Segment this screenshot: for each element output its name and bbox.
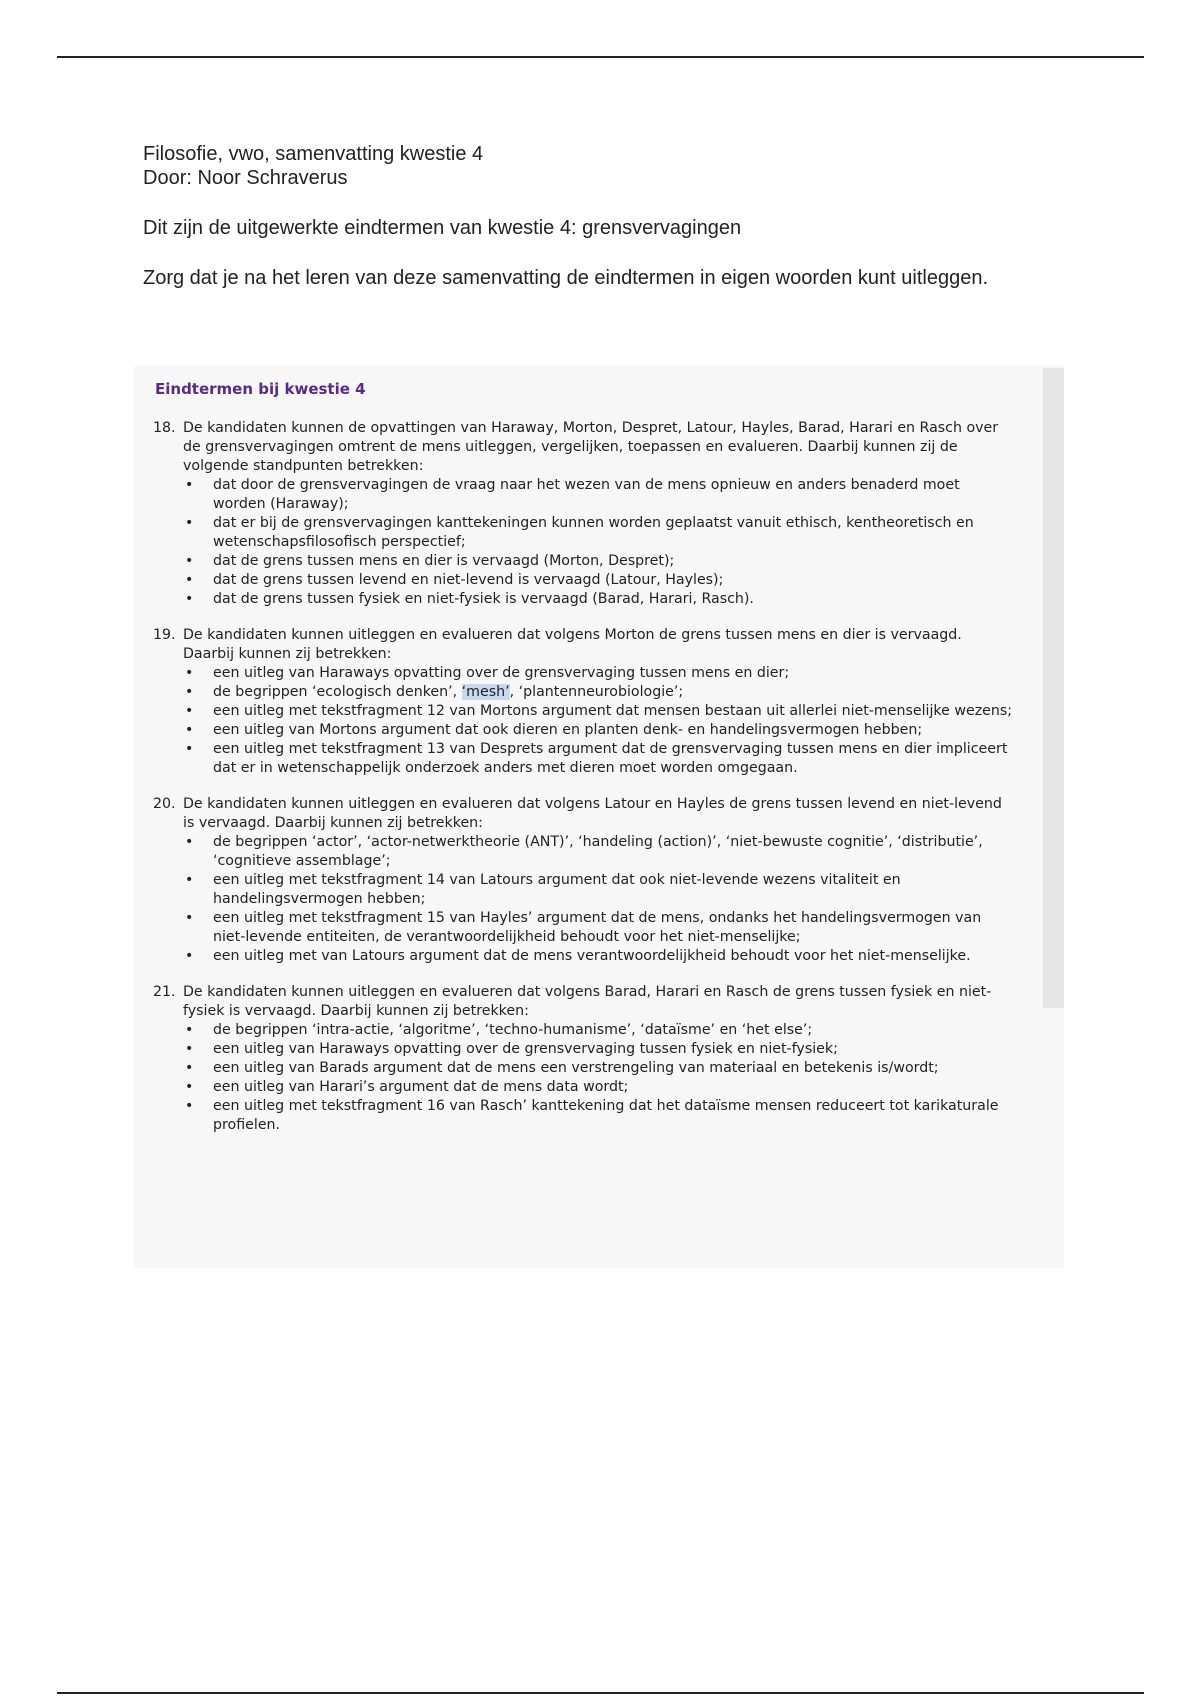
list-item: • een uitleg met tekstfragment 12 van Mortons argument dat mensen bestaan uit allerlei niet-menselijke wezens;	[183, 702, 1013, 721]
list-item: • dat de grens tussen fysiek en niet-fysiek is vervaagd (Barad, Harari, Rasch).	[183, 590, 1013, 609]
bottom-rule	[57, 1692, 1144, 1694]
term-21	[153, 983, 1013, 1135]
list-item: • de begrippen ‘actor’, ‘actor-netwerktheorie (ANT)’, ‘handeling (action)’, ‘niet-bewuste cognitie’, ‘distributie’, ‘cognitieve assemblage’;	[183, 833, 1013, 871]
term-20	[153, 795, 1013, 966]
term-number: 19.	[153, 627, 176, 643]
term-list	[183, 833, 1013, 966]
term-text: De kandidaten kunnen uitleggen en evalueren dat volgens Barad, Harari en Rasch de grens tussen fysiek en niet-fysiek is vervaagd. Daarbij kunnen zij betrekken:	[183, 984, 992, 1019]
title-line: Filosofie, vwo, samenvatting kwestie 4	[143, 143, 484, 165]
list-item: • een uitleg met van Latours argument dat de mens verantwoordelijkheid behoudt voor het niet-menselijke.	[183, 947, 1013, 966]
list-item: • dat er bij de grensvervagingen kanttekeningen kunnen worden geplaatst vanuit ethisch, kentheoretisch en wetenschapsfilosofisch perspectief;	[183, 514, 1013, 552]
list-item: • een uitleg van Mortons argument dat ook dieren en planten denk- en handelingsvermogen hebben;	[183, 721, 1013, 740]
term-number: 21.	[153, 984, 176, 1000]
excerpt-title: Eindtermen bij kwestie 4	[155, 380, 366, 398]
author-line: Door: Noor Schraverus	[143, 167, 348, 189]
term-18	[153, 419, 1013, 609]
list-item: • dat de grens tussen mens en dier is vervaagd (Morton, Despret);	[183, 552, 1013, 571]
term-list	[183, 476, 1013, 609]
term-list	[183, 1021, 1013, 1135]
term-number: 18.	[153, 420, 176, 436]
list-item: • een uitleg van Harari’s argument dat de mens data wordt;	[183, 1078, 1013, 1097]
term-text: De kandidaten kunnen uitleggen en evalueren dat volgens Morton de grens tussen mens en dier is vervaagd. Daarbij kunnen zij betrekken:	[183, 627, 962, 662]
excerpt-scrollbar-strip	[1043, 368, 1064, 1008]
list-item: • dat door de grensvervagingen de vraag naar het wezen van de mens opnieuw en anders benaderd moet worden (Haraway);	[183, 476, 1013, 514]
list-item: • een uitleg van Haraways opvatting over de grensvervaging tussen fysiek en niet-fysiek;	[183, 1040, 1013, 1059]
intro-block	[143, 142, 1043, 290]
description-line: Dit zijn de uitgewerkte eindtermen van kwestie 4: grensvervagingen	[143, 217, 742, 239]
list-item-with-highlight: • de begrippen ‘ecologisch denken’, ‘mesh’, ‘plantenneurobiologie’;	[183, 683, 1013, 702]
term-list	[183, 664, 1013, 778]
list-item: • de begrippen ‘intra-actie, ‘algoritme’, ‘techno-humanisme’, ‘dataïsme’ en ‘het else’;	[183, 1021, 1013, 1040]
list-item: • een uitleg van Haraways opvatting over de grensvervaging tussen mens en dier;	[183, 664, 1013, 683]
excerpt-content	[153, 380, 1013, 1152]
list-item: • een uitleg met tekstfragment 15 van Hayles’ argument dat de mens, ondanks het handelingsvermogen van niet-levende entiteiten, de verantwoordelijkheid behoudt voor het niet-menselijke;	[183, 909, 1013, 947]
term-19	[153, 626, 1013, 778]
selection-highlight: ‘mesh’	[461, 684, 510, 700]
list-item: • een uitleg met tekstfragment 14 van Latours argument dat ook niet-levende wezens vitaliteit en handelingsvermogen hebben;	[183, 871, 1013, 909]
list-item: • een uitleg van Barads argument dat de mens een verstrengeling van materiaal en betekenis is/wordt;	[183, 1059, 1013, 1078]
term-number: 20.	[153, 796, 176, 812]
term-text: De kandidaten kunnen de opvattingen van Haraway, Morton, Despret, Latour, Hayles, Barad, Harari en Rasch over de grensvervagingen omtrent de mens uitleggen, vergelijken, toepassen en evalueren. Daarbij kunnen zij de volgende standpunten betrekken:	[183, 420, 999, 474]
list-item: • een uitleg met tekstfragment 16 van Rasch’ kanttekening dat het dataïsme mensen reduceert tot karikaturale profielen.	[183, 1097, 1013, 1135]
term-text: De kandidaten kunnen uitleggen en evalueren dat volgens Latour en Hayles de grens tussen levend en niet-levend is vervaagd. Daarbij kunnen zij betrekken:	[183, 796, 1002, 831]
list-item: • dat de grens tussen levend en niet-levend is vervaagd (Latour, Hayles);	[183, 571, 1013, 590]
instruction-line: Zorg dat je na het leren van deze samenvatting de eindtermen in eigen woorden kunt uitleggen.	[143, 267, 988, 289]
top-rule	[57, 56, 1144, 58]
list-item: • een uitleg met tekstfragment 13 van Desprets argument dat de grensvervaging tussen mens en dier impliceert dat er in wetenschappelijk onderzoek anders met dieren moet worden omgegaan.	[183, 740, 1013, 778]
